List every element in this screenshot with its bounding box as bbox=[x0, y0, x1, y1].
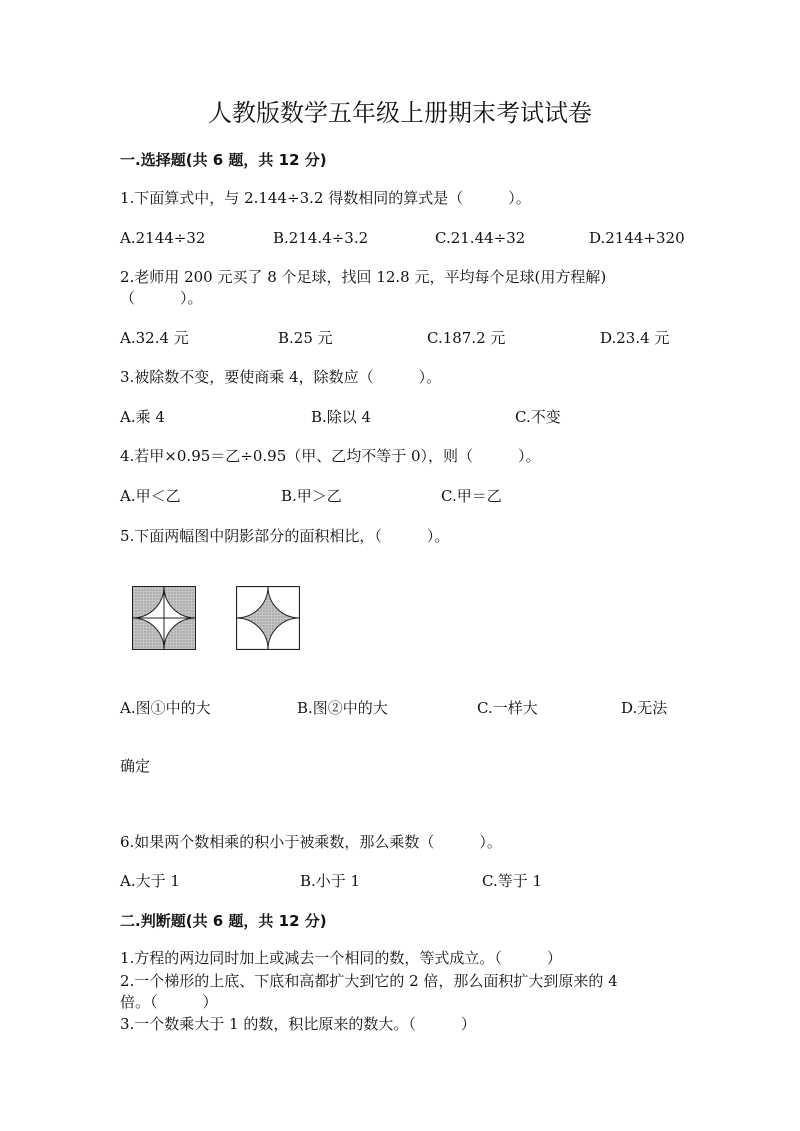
section-2-heading: 二.判断题(共 6 题，共 12 分) bbox=[120, 912, 327, 930]
question-2-line-1: 2.老师用 200 元买了 8 个足球，找回 12.8 元，平均每个足球(用方程解) bbox=[120, 268, 607, 286]
question-2-line-2: （ ）。 bbox=[120, 289, 203, 307]
judgement-3: 3.一个数乘大于 1 的数，积比原来的数大。（ ） bbox=[120, 1015, 476, 1033]
q5-option-d[interactable]: D.无法 bbox=[621, 699, 668, 717]
section-1-heading: 一.选择题(共 6 题，共 12 分) bbox=[120, 151, 327, 169]
question-4: 4.若甲×0.95＝乙÷0.95（甲、乙均不等于 0），则（ ）。 bbox=[120, 447, 541, 465]
q2-option-a[interactable]: A.32.4 元 bbox=[120, 329, 189, 347]
q5-option-c[interactable]: C.一样大 bbox=[477, 699, 538, 717]
q2-option-c[interactable]: C.187.2 元 bbox=[427, 329, 506, 347]
q1-option-a[interactable]: A.2144÷32 bbox=[120, 229, 206, 247]
q3-option-b[interactable]: B.除以 4 bbox=[311, 408, 372, 426]
q3-option-a[interactable]: A.乘 4 bbox=[120, 408, 165, 426]
q4-option-b[interactable]: B.甲＞乙 bbox=[281, 487, 342, 505]
question-3: 3.被除数不变，要使商乘 4，除数应（ ）。 bbox=[120, 368, 442, 386]
q5-option-d-continuation: 确定 bbox=[120, 757, 151, 775]
q6-option-a[interactable]: A.大于 1 bbox=[120, 872, 180, 890]
q1-option-c[interactable]: C.21.44÷32 bbox=[435, 229, 526, 247]
q2-option-b[interactable]: B.25 元 bbox=[278, 329, 333, 347]
q6-option-c[interactable]: C.等于 1 bbox=[482, 872, 543, 890]
q1-option-b[interactable]: B.214.4÷3.2 bbox=[273, 229, 369, 247]
page-title: 人教版数学五年级上册期末考试试卷 bbox=[208, 99, 592, 127]
question-6: 6.如果两个数相乘的积小于被乘数，那么乘数（ ）。 bbox=[120, 833, 502, 851]
q3-option-c[interactable]: C.不变 bbox=[515, 408, 561, 426]
q6-option-b[interactable]: B.小于 1 bbox=[300, 872, 361, 890]
figure-2-star bbox=[236, 586, 300, 650]
question-1: 1.下面算式中，与 2.144÷3.2 得数相同的算式是（ ）。 bbox=[120, 189, 531, 207]
q1-option-d[interactable]: D.2144+320 bbox=[589, 229, 685, 247]
q4-option-a[interactable]: A.甲＜乙 bbox=[120, 487, 181, 505]
question-5: 5.下面两幅图中阴影部分的面积相比，（ ）。 bbox=[120, 527, 450, 545]
q5-option-a[interactable]: A.图①中的大 bbox=[120, 699, 211, 717]
q4-option-c[interactable]: C.甲＝乙 bbox=[441, 487, 502, 505]
judgement-2-line-2: 倍。（ ） bbox=[120, 993, 218, 1011]
judgement-1: 1.方程的两边同时加上或减去一个相同的数，等式成立。（ ） bbox=[120, 949, 562, 967]
figure-1-pinwheel bbox=[132, 586, 196, 650]
judgement-2-line-1: 2.一个梯形的上底、下底和高都扩大到它的 2 倍，那么面积扩大到原来的 4 bbox=[120, 972, 618, 990]
q5-option-b[interactable]: B.图②中的大 bbox=[297, 699, 388, 717]
q2-option-d[interactable]: D.23.4 元 bbox=[600, 329, 670, 347]
